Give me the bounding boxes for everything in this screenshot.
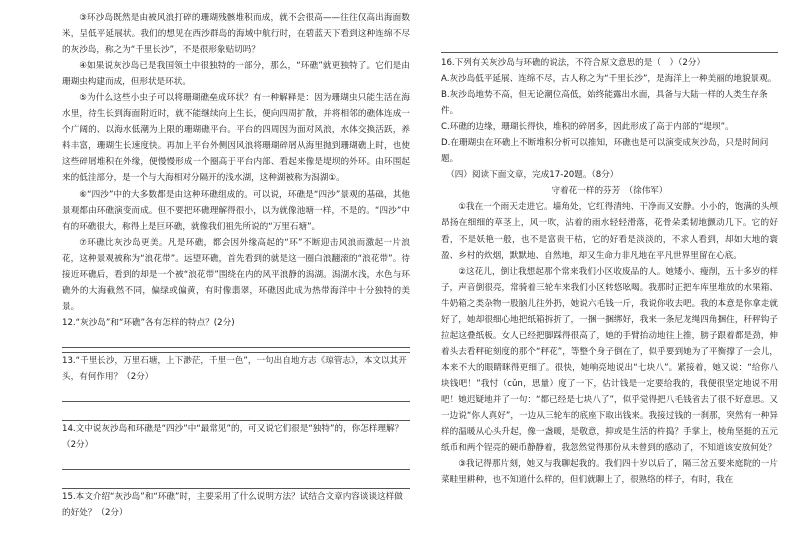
paragraph-5: ⑤为什么这些小虫子可以将珊瑚礁垒成环状？有一种解释是：因为珊瑚虫只能生活在海水里，待生长到海面附近时，就不能继续向上生长，便向四周扩散，并将相邻的礁体连成一个广阔的、以海水低潮为上限的珊瑚礁平台。平台的四周因为面对风浪，水体交换活跃，养料丰富，珊瑚生长速度快。再加上平台外侧因风浪将珊瑚碎屑从海里抛到珊瑚礁上时，也使这些碎屑堆积在外缘，便慢慢形成一个圈高于平台内部、看起来像是堤坝的外环。由环围起来的低洼部分，是一个与大海相对分隔开的浅水湖，这种湖被称为潟湖①。 (62, 93, 410, 184)
option-a[interactable]: A.灰沙岛低平延展、连绵不尽，古人称之为“千里长沙”，是海洋上一种美丽的地貌景观。 (441, 74, 777, 85)
answer-line-13[interactable] (62, 385, 410, 402)
section-4-heading: （四）阅读下面文章，完成17-20题。（8分） (446, 170, 619, 181)
question-13: 13.“千里长沙，万里石塘，上下渺茫，千里一色”，一句出自地方志《琼管志》，本文以其开头，有何作用？（2分） (62, 355, 407, 382)
story-paragraph-1: ①我在一个雨天走进它。墙角处，它红得清纯、干净而又安静。小小的，饱满的头颅昂扬在细细的草茎上，风一吹，沾着的雨水轻轻滑落，花骨朵柔韧地颤动几下。它的好看，不是妖艳一般，也不是富贵干枯，它的好看是淡淡的，不求人看到，却如大地的寰盈、乡村的炊烟，默默地、自然地，却又生命力非凡地在平凡世界里留在心底。 (441, 202, 778, 261)
answer-line-14[interactable] (62, 453, 410, 470)
right-column (441, 10, 778, 488)
answer-line-14b[interactable] (62, 470, 410, 489)
question-15: 15.本文介绍“灰沙岛”和“环礁”时，主要采用了什么说明方法？试结合文章内容谈谈这样做的好处？（2分） (62, 492, 403, 519)
story-title: 守着花一样的芬芳 （徐伟军） (551, 186, 668, 197)
paragraph-6: ⑥“四沙”中的大多数都是由这种环礁组成的。可以说，环礁是“四沙”景观的基础，其他景观都由环礁演变而成。但不要把环礁理解得很小，以为就像池塘一样，不是的。“四沙”中有的环礁很大，称得上是巨环礁，就像我们祖先所说的“万里石塘”。 (62, 189, 410, 232)
paragraph-3: ③环沙岛既然是由被风浪打碎的珊瑚残骸堆积而成，就不会很高——往往仅高出海面数米，呈低平延展状。我们的想见在西沙群岛的海域中航行时，在碧蓝天下看到这种连绵不尽的灰沙岛，称之为“千里长沙”，不是很形象贴切吗？ (62, 13, 410, 56)
question-12: 12.“灰沙岛”和“环礁”各有怎样的特点？(2分) (62, 317, 235, 328)
left-column (62, 10, 410, 521)
story-paragraph-3: ③我记得那片刻，她又与我聊起我的。我们四十岁以后了，隔三岔五要来庭院的一片菜畦里耕种，也不知道什么样的，但们就聊上了，很熟络的样子，有时，我在 (441, 459, 778, 486)
story-paragraph-2: ②这花儿，倒让我想起那个常来我们小区收废品的人。她矮小、瘦削，五十多岁的样子，声音倒很亮，常骑着三轮车来我们小区转悠吆喝。我那时正把车库里堆放的水果箱、牛奶箱之类杂物一股脑儿往外扔，她说六毛钱一斤，我说你收去吧。我的本意是你拿走就好了，她却很细心地把纸箱拆折了，一捆一捆绑好，我来一条尼龙绳四角捆住，秆秤钩子拉起这叠纸板。女人已经把脚踩得很高了，她的手臂抬动地往上推，膀子跟着都是劲，伸着头去看秤砣刻度的那个“秤花”，等整个身子倒在了，似乎要到她为了平衡撑了一会儿，本来不大的眼睛眯得更细了。很快，她响亮地说出“七块八”。紧接着，她又说：“给你八块钱吧！”我忖（cǔn，思量）度了一下，估计钱是一定要给我的，我便很坚定地说不用吧！她迟疑地并了一句：“都已经是七块八了”，似乎觉得把八毛钱省去了很不好意思。又一边说“你人真好”，一边从三轮车的底座下取出钱来。我接过钱的一刹那，突然有一种异样的温暖从心头升起，像一盏暖，是敬意，抑或是生活的杵捣？手掌上，棱角坚挺的五元纸币和两个锃亮的硬币静静着，我忽然觉得那份从未曾到的感动了，不知道该安放何处？ (441, 266, 778, 454)
option-c[interactable]: C.环礁的边缘，珊瑚长得快，堆积的碎屑多，因此形成了高于内部的“堤坝”。 (441, 122, 734, 133)
option-b[interactable]: B.灰沙岛地势不高，但无论潮位高低，始终能露出水面，具备与大陆一样的人类生存条件。 (441, 90, 768, 117)
question-14: 14.文中说灰沙岛和环礁是“四沙”中“最常见”的，可又说它们很是“独特”的，你怎样理解？（2分） (62, 424, 404, 451)
top-rule (441, 52, 778, 53)
question-16: 16.下列有关灰沙岛与环礁的说法，不符合原文意思的是（ ）（2分） (441, 58, 706, 68)
answer-line-13b[interactable] (62, 402, 410, 421)
paragraph-7: ⑦环礁比灰沙岛更美。凡是环礁，都会因外缘高起的“环”不断迎击风浪而激起一片浪花，这种景观被称为“浪花带”。远望环礁，首先看到的就是这一圈白浪翻滚的“浪花带”。待接近环礁后，看到的却是一个被“浪花带”围绕在内的风平浪静的潟湖。潟湖水浅，水色与环礁外的大海截然不同，偏绿或偏黄，有时像翡翠，环礁因此成为热带海洋中十分独特的美景。 (62, 237, 410, 312)
answer-line-12[interactable] (62, 331, 410, 348)
paragraph-4: ④如果说灰沙岛已是我国领土中很独特的一部分，那么，“环礁”就更独特了。它们是由珊瑚虫构建而成，但形状是环状。 (62, 61, 410, 88)
option-d[interactable]: D.在珊瑚虫在环礁上不断堆积分析可以推知，环礁也是可以演变成灰沙岛，只是时间问题。 (441, 138, 769, 165)
